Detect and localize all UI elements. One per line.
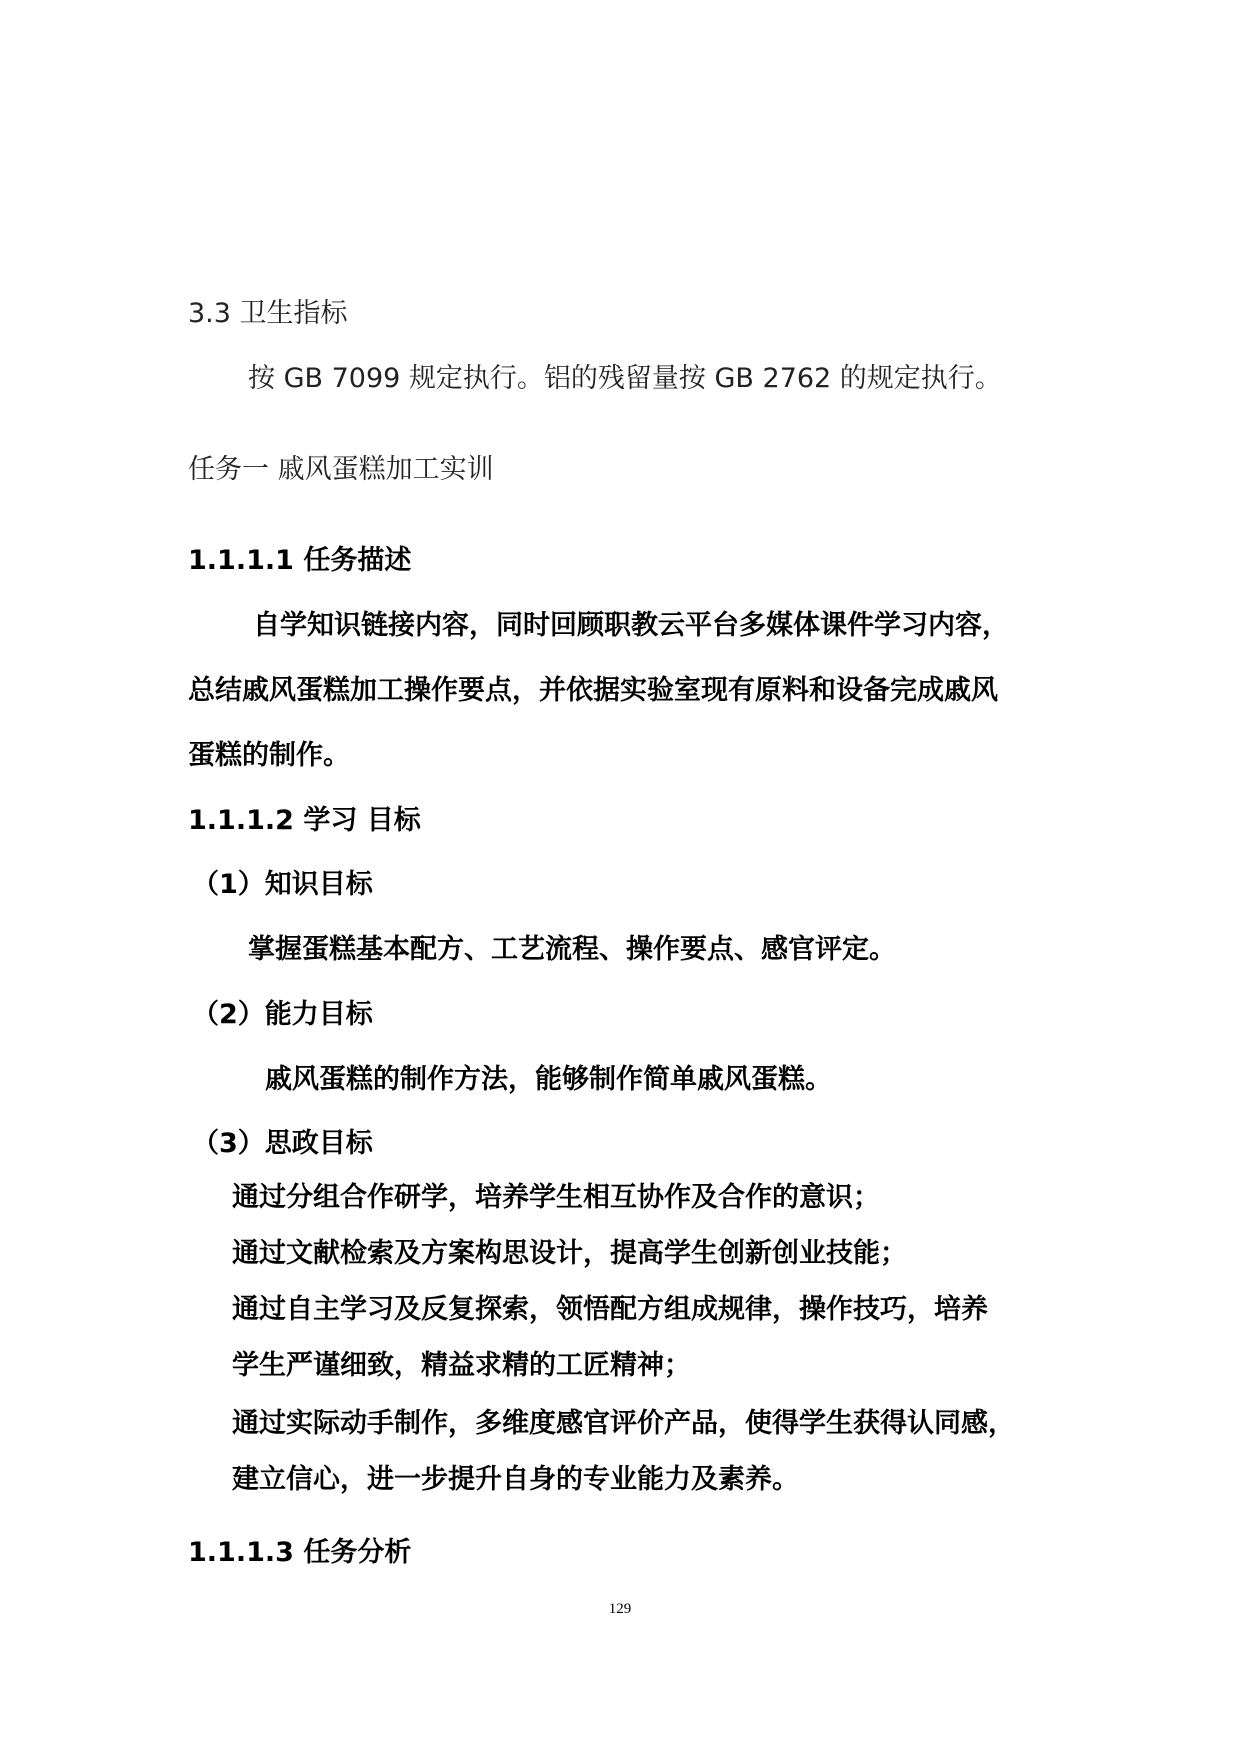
page-number: 129 (608, 1601, 632, 1617)
ideology-objective-line-4: 学生严谨细致，精益求精的工匠精神； (232, 1350, 691, 1381)
ability-objective-text: 戚风蛋糕的制作方法，能够制作简单戚风蛋糕。 (265, 1064, 832, 1095)
task-title: 任务一 戚风蛋糕加工实训 (188, 454, 494, 485)
ideology-objective-line-6: 建立信心，进一步提升自身的专业能力及素养。 (232, 1464, 799, 1495)
task-description-heading: 1.1.1.1 任务描述 (188, 545, 412, 576)
learning-objectives-heading: 1.1.1.2 学习 目标 (188, 805, 421, 836)
ideology-objective-line-3: 通过自主学习及反复探索，领悟配方组成规律，操作技巧，培养 (232, 1294, 988, 1325)
task-description-line-1: 自学知识链接内容，同时回顾职教云平台多媒体课件学习内容， (253, 610, 1009, 641)
ability-objective-heading: （2）能力目标 (192, 999, 373, 1030)
ideology-objective-heading: （3）思政目标 (192, 1128, 373, 1159)
ideology-objective-line-1: 通过分组合作研学，培养学生相互协作及合作的意识； (232, 1182, 880, 1213)
knowledge-objective-text: 掌握蛋糕基本配方、工艺流程、操作要点、感官评定。 (248, 934, 896, 965)
ideology-objective-line-5: 通过实际动手制作，多维度感官评价产品，使得学生获得认同感， (232, 1408, 1015, 1439)
section-3-3-body: 按 GB 7099 规定执行。铝的残留量按 GB 2762 的规定执行。 (248, 363, 1002, 394)
task-description-line-3: 蛋糕的制作。 (188, 740, 350, 771)
knowledge-objective-heading: （1）知识目标 (192, 869, 373, 900)
task-analysis-heading: 1.1.1.3 任务分析 (188, 1537, 412, 1568)
ideology-objective-line-2: 通过文献检索及方案构思设计，提高学生创新创业技能； (232, 1238, 907, 1269)
task-description-line-2: 总结戚风蛋糕加工操作要点，并依据实验室现有原料和设备完成戚风 (188, 675, 998, 706)
section-3-3-heading: 3.3 卫生指标 (188, 298, 348, 329)
